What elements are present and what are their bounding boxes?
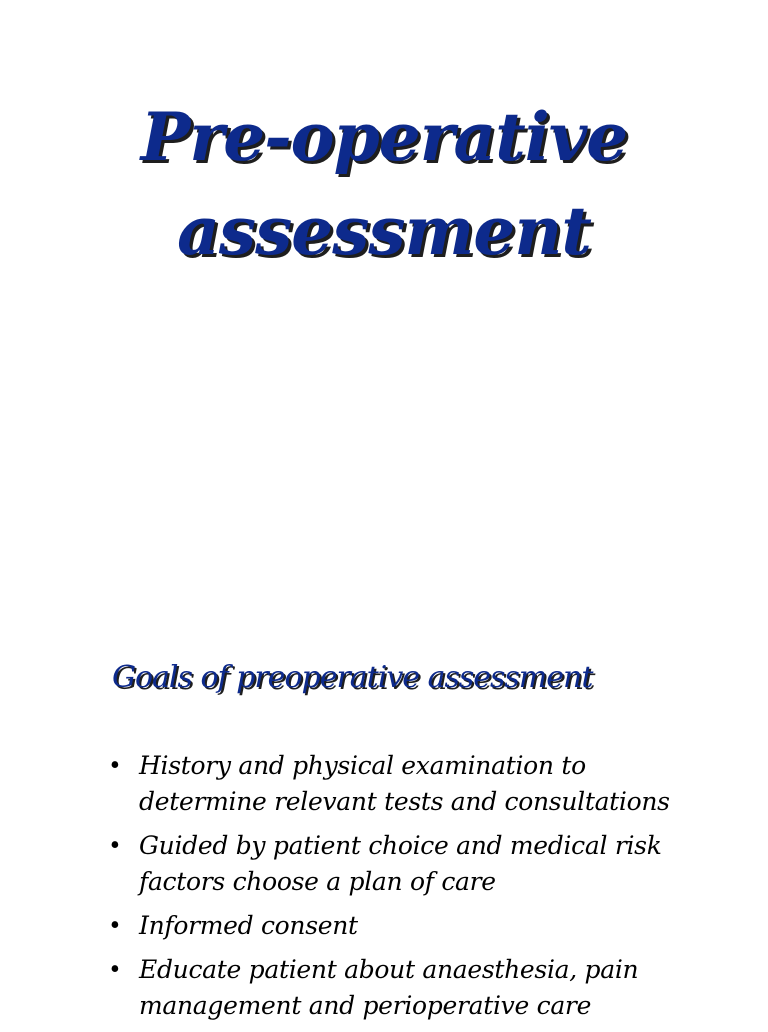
list-item-text bbox=[139, 908, 750, 944]
list-item-line: management and perioperative care bbox=[139, 991, 592, 1020]
bullet-icon: • bbox=[110, 910, 120, 941]
list-item bbox=[110, 748, 750, 820]
bullet-icon: • bbox=[110, 954, 120, 985]
list-item bbox=[110, 952, 750, 1024]
list-item-line: factors choose a plan of care bbox=[139, 867, 496, 896]
list-item-text bbox=[139, 828, 750, 900]
goals-list bbox=[110, 748, 750, 1032]
slide-title bbox=[0, 90, 768, 278]
list-item-line: determine relevant tests and consultations bbox=[139, 787, 670, 816]
list-item bbox=[110, 908, 750, 944]
list-item-line: Educate patient about anaesthesia, pain bbox=[139, 955, 639, 984]
list-item-line: Guided by patient choice and medical risk bbox=[139, 831, 662, 860]
list-item-text bbox=[139, 952, 750, 1024]
slide-title-line-1: Pre-operative bbox=[140, 98, 628, 176]
bullet-icon: • bbox=[110, 750, 120, 781]
list-item-line: Informed consent bbox=[139, 911, 358, 940]
list-item-line: History and physical examination to bbox=[139, 751, 586, 780]
slide-title-line-2: assessment bbox=[177, 192, 591, 270]
list-item bbox=[110, 828, 750, 900]
list-item-text bbox=[139, 748, 750, 820]
section-heading: Goals of preoperative assessment bbox=[112, 660, 593, 695]
bullet-icon: • bbox=[110, 830, 120, 861]
